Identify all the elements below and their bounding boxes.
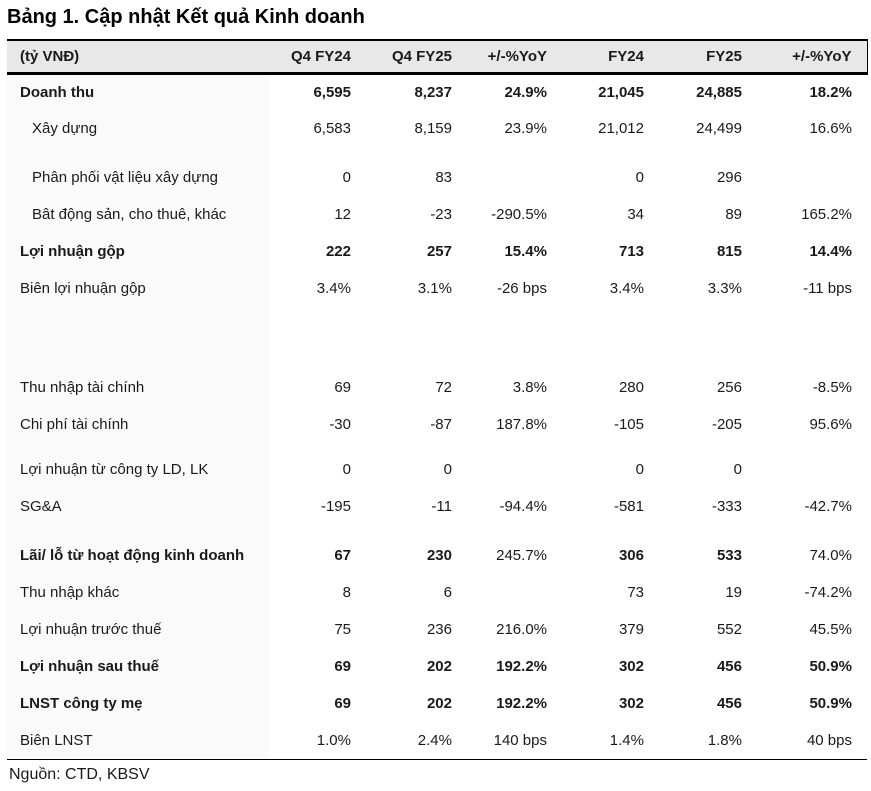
row-label: Thu nhập tài chính — [7, 369, 269, 406]
table-body — [7, 73, 867, 759]
table-row — [7, 196, 867, 233]
value-cell: 256 — [716, 379, 742, 396]
value-cell — [466, 451, 561, 488]
value-cell: 3.4% — [609, 280, 644, 297]
row-label: Lãi/ lỗ từ hoạt động kinh doanh — [7, 537, 269, 574]
value-cell: 202 — [426, 658, 452, 675]
value-cell: 15.4% — [504, 243, 547, 260]
value-cell: 0 — [733, 461, 742, 478]
value-cell: -42.7% — [804, 498, 852, 515]
row-label: Xây dựng — [7, 110, 269, 147]
spacer-row — [7, 525, 867, 537]
value-cell — [756, 159, 867, 196]
value-cell: 89 — [725, 206, 742, 223]
value-cell: 202 — [426, 695, 452, 712]
value-cell: 21,045 — [598, 83, 644, 101]
table-header-row — [7, 40, 867, 73]
value-cell: 6,583 — [313, 120, 351, 137]
spacer-row — [7, 307, 867, 369]
value-cell: 16.6% — [809, 120, 852, 137]
value-cell: 50.9% — [809, 695, 852, 712]
value-cell — [466, 574, 561, 611]
value-cell: 3.3% — [707, 280, 742, 297]
value-cell: 24.9% — [504, 83, 547, 101]
value-cell: 23.9% — [504, 120, 547, 137]
value-cell: 456 — [716, 658, 742, 675]
table-row — [7, 406, 867, 443]
table-row — [7, 685, 867, 722]
column-header-q4fy24: Q4 FY24 — [269, 40, 365, 73]
value-cell: 306 — [618, 547, 644, 564]
value-cell: 40 bps — [756, 722, 867, 759]
value-cell: -105 — [613, 416, 644, 433]
value-cell: -26 bps — [496, 280, 547, 297]
value-cell: 72 — [435, 379, 452, 396]
value-cell: 815 — [716, 243, 742, 260]
value-cell: 95.6% — [809, 416, 852, 433]
value-cell: 192.2% — [496, 658, 547, 675]
value-cell: 3.4% — [316, 280, 351, 297]
value-cell: 296 — [716, 169, 742, 186]
row-label: Lợi nhuận từ công ty LD, LK — [7, 451, 269, 488]
table-header — [7, 40, 867, 73]
value-cell: -11 bps — [803, 280, 852, 297]
value-cell: -581 — [613, 498, 644, 515]
row-label: Lợi nhuận trước thuế — [7, 611, 269, 648]
row-label: Lợi nhuận sau thuế — [7, 648, 269, 685]
row-label: Lợi nhuận gộp — [7, 233, 269, 270]
spacer-row — [7, 443, 867, 451]
value-cell: 187.8% — [496, 416, 547, 433]
row-label: Chi phí tài chính — [7, 406, 269, 443]
value-cell: 2.4% — [365, 722, 466, 759]
value-cell: 456 — [716, 695, 742, 712]
value-cell: 552 — [716, 621, 742, 638]
value-cell: 1.4% — [561, 722, 658, 759]
table-row — [7, 369, 867, 406]
value-cell: 0 — [342, 169, 351, 186]
value-cell: 69 — [334, 379, 351, 396]
value-cell: 67 — [334, 547, 351, 564]
spacer-row — [7, 147, 867, 159]
column-header-yoy-year: +/-%YoY — [756, 40, 867, 73]
value-cell: -290.5% — [491, 206, 547, 223]
table-row — [7, 159, 867, 196]
value-cell: 69 — [334, 658, 351, 675]
row-label: Biên LNST — [7, 722, 269, 759]
value-cell: -333 — [711, 498, 742, 515]
page-title: Bảng 1. Cập nhật Kết quả Kinh doanh — [7, 6, 365, 28]
value-cell: -94.4% — [499, 498, 547, 515]
value-cell: 8,237 — [414, 83, 452, 101]
value-cell: 14.4% — [809, 243, 852, 260]
value-cell: 73 — [627, 584, 644, 601]
value-cell: 280 — [618, 379, 644, 396]
value-cell: 69 — [334, 695, 351, 712]
value-cell: 12 — [334, 206, 351, 223]
value-cell: 1.0% — [269, 722, 365, 759]
table-row — [7, 233, 867, 270]
value-cell: 83 — [435, 169, 452, 186]
value-cell: 533 — [716, 547, 742, 564]
value-cell: 3.1% — [417, 280, 452, 297]
table-row — [7, 722, 867, 759]
value-cell: 50.9% — [809, 658, 852, 675]
value-cell: 0 — [635, 461, 644, 478]
value-cell: 236 — [426, 621, 452, 638]
value-cell: -23 — [430, 206, 452, 223]
column-header-fy25: FY25 — [658, 40, 756, 73]
value-cell: -195 — [320, 498, 351, 515]
value-cell: 165.2% — [801, 206, 852, 223]
value-cell: -87 — [430, 416, 452, 433]
value-cell: 24,499 — [696, 120, 742, 137]
row-label: Biên lợi nhuận gộp — [7, 270, 269, 307]
value-cell: -8.5% — [812, 379, 852, 396]
row-label: LNST công ty mẹ — [7, 685, 269, 722]
value-cell: 3.8% — [512, 379, 547, 396]
table-row — [7, 611, 867, 648]
row-label: Bât động sản, cho thuê, khác — [7, 196, 269, 233]
value-cell: 0 — [635, 169, 644, 186]
value-cell: 0 — [342, 461, 351, 478]
value-cell: 8 — [342, 584, 351, 601]
value-cell: 140 bps — [466, 722, 561, 759]
source-note: Nguồn: CTD, KBSV — [9, 765, 150, 783]
column-header-fy24: FY24 — [561, 40, 658, 73]
table-row — [7, 110, 867, 147]
value-cell: 75 — [334, 621, 351, 638]
table-row — [7, 73, 867, 110]
value-cell: 302 — [618, 658, 644, 675]
row-label: Doanh thu — [7, 73, 269, 110]
value-cell: -74.2% — [804, 584, 852, 601]
value-cell: 257 — [426, 243, 452, 260]
row-label: SG&A — [7, 488, 269, 525]
table-row — [7, 488, 867, 525]
value-cell: 45.5% — [809, 621, 852, 638]
value-cell: 302 — [618, 695, 644, 712]
value-cell: 18.2% — [809, 83, 852, 101]
column-header-unit: (tỷ VNĐ) — [7, 40, 269, 73]
table-row — [7, 537, 867, 574]
value-cell: 230 — [426, 547, 452, 564]
value-cell: -205 — [711, 416, 742, 433]
value-cell: 216.0% — [496, 621, 547, 638]
value-cell: -30 — [329, 416, 351, 433]
value-cell: 6 — [443, 584, 452, 601]
value-cell: 6,595 — [313, 83, 351, 101]
value-cell: 222 — [325, 243, 351, 260]
value-cell: 34 — [627, 206, 644, 223]
value-cell: 245.7% — [496, 547, 547, 564]
value-cell: 379 — [618, 621, 644, 638]
value-cell: 192.2% — [496, 695, 547, 712]
value-cell: 8,159 — [414, 120, 452, 137]
table-row — [7, 270, 867, 307]
row-label: Thu nhập khác — [7, 574, 269, 611]
value-cell: 0 — [443, 461, 452, 478]
value-cell: 74.0% — [809, 547, 852, 564]
value-cell: -11 — [431, 498, 452, 515]
value-cell: 21,012 — [598, 120, 644, 137]
table-row — [7, 648, 867, 685]
value-cell: 1.8% — [658, 722, 756, 759]
value-cell: 713 — [618, 243, 644, 260]
table-row — [7, 451, 867, 488]
value-cell — [756, 451, 867, 488]
column-header-yoy-quarter: +/-%YoY — [466, 40, 561, 73]
table-row — [7, 574, 867, 611]
value-cell — [466, 159, 561, 196]
financial-results-table — [7, 39, 868, 760]
column-header-q4fy25: Q4 FY25 — [365, 40, 466, 73]
row-label: Phân phối vật liệu xây dựng — [7, 159, 269, 196]
value-cell: 24,885 — [696, 83, 742, 101]
value-cell: 19 — [725, 584, 742, 601]
